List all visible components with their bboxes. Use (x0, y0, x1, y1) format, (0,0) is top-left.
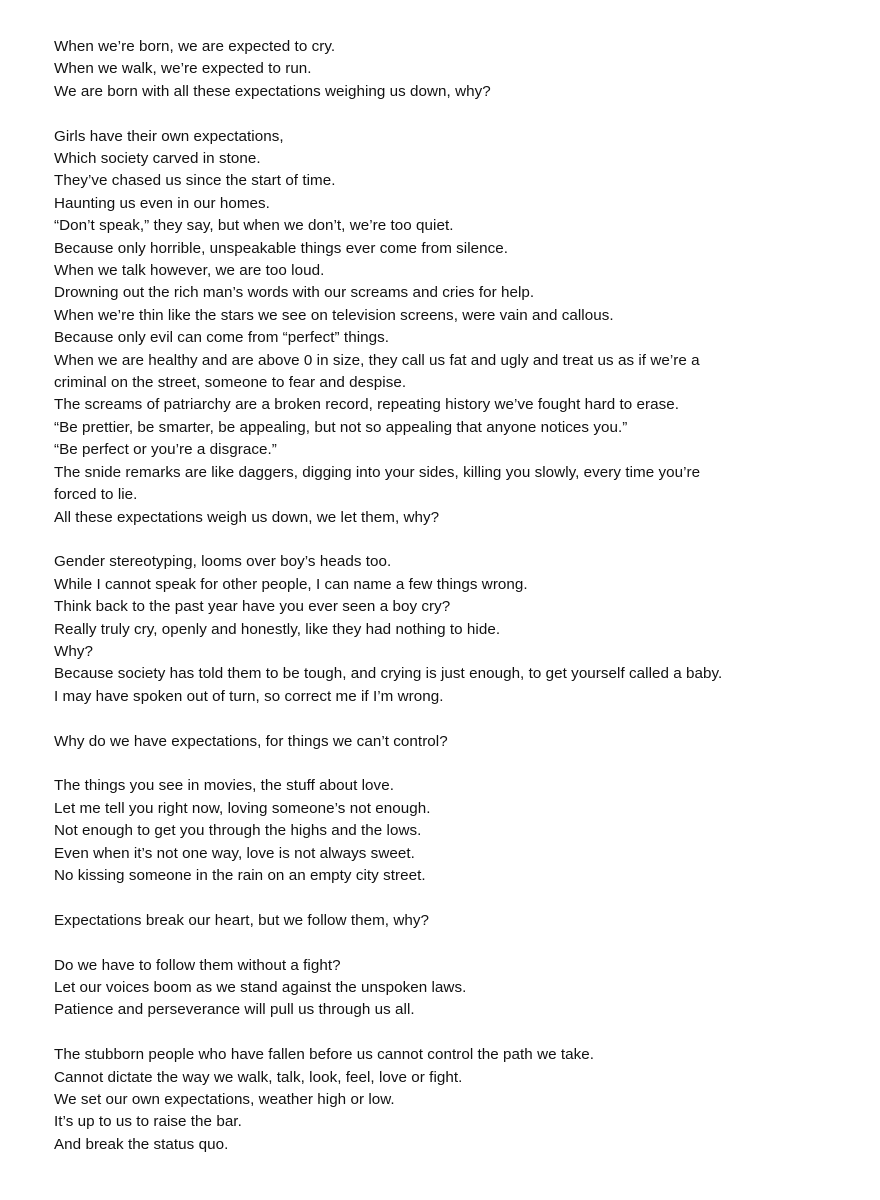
poem-line: When we walk, we’re expected to run. (54, 60, 312, 78)
poem-line: The stubborn people who have fallen before us cannot control the path we take. (54, 1046, 595, 1064)
poem-line: Not enough to get you through the highs and the lows. (54, 822, 422, 840)
poem-line: We set our own expectations, weather high or low. (54, 1090, 395, 1108)
poem-line: When we are healthy and are above 0 in size, they call us fat and ugly and treat us as if we’re a (54, 351, 700, 369)
poem-line: I may have spoken out of turn, so correct me if I’m wrong. (54, 687, 444, 705)
stanza-1 (54, 36, 840, 103)
poem-line: Haunting us even in our homes. (54, 194, 270, 212)
poem-line: “Don’t speak,” they say, but when we don’t, we’re too quiet. (54, 217, 454, 235)
poem-line: When we’re born, we are expected to cry. (54, 38, 336, 55)
poem-line: Which society carved in stone. (54, 150, 261, 168)
poem-line: “Be prettier, be smarter, be appealing, but not so appealing that anyone notices you.” (54, 418, 628, 436)
stanza-4 (54, 731, 840, 753)
poem-line: criminal on the street, someone to fear and despise. (54, 374, 407, 392)
poem-line: The snide remarks are like daggers, digging into your sides, killing you slowly, every time you’re (54, 463, 701, 481)
poem-line: Girls have their own expectations, (54, 127, 284, 145)
stanza-5 (54, 775, 840, 887)
poem-line: Because only horrible, unspeakable things ever come from silence. (54, 239, 509, 257)
stanza-3 (54, 551, 840, 708)
poem-line: No kissing someone in the rain on an empty city street. (54, 866, 426, 884)
poem-line: And break the status quo. (54, 1135, 229, 1153)
poem-line: When we talk however, we are too loud. (54, 262, 325, 280)
poem-line: Even when it’s not one way, love is not always sweet. (54, 844, 415, 862)
poem-line: Really truly cry, openly and honestly, like they had nothing to hide. (54, 620, 501, 638)
poem-line: Let me tell you right now, loving someone’s not enough. (54, 799, 431, 817)
poem-line: Because society has told them to be tough, and crying is just enough, to get yourself called a baby. (54, 665, 723, 683)
poem-line: Expectations break our heart, but we follow them, why? (54, 911, 429, 929)
poem-line: While I cannot speak for other people, I can name a few things wrong. (54, 575, 528, 593)
poem-line: Let our voices boom as we stand against the unspoken laws. (54, 978, 467, 996)
poem-line: forced to lie. (54, 486, 138, 504)
poem-body (54, 36, 840, 1156)
poem-line: The screams of patriarchy are a broken record, repeating history we’ve fought hard to erase. (54, 396, 680, 414)
poem-line: Think back to the past year have you ever seen a boy cry? (54, 598, 451, 616)
poem-line: All these expectations weigh us down, we let them, why? (54, 508, 440, 526)
poem-line: Why do we have expectations, for things we can’t control? (54, 732, 448, 750)
poem-line: Gender stereotyping, looms over boy’s heads too. (54, 553, 392, 571)
poem-line: Drowning out the rich man’s words with our screams and cries for help. (54, 284, 535, 302)
poem-line: Because only evil can come from “perfect” things. (54, 329, 390, 347)
poem-line: They’ve chased us since the start of time. (54, 172, 336, 190)
stanza-2 (54, 126, 840, 529)
poem-line: “Be perfect or you’re a disgrace.” (54, 441, 277, 459)
poem-line: Why? (54, 642, 94, 660)
poem-line: We are born with all these expectations weighing us down, why? (54, 82, 491, 100)
poem-line: When we’re thin like the stars we see on television screens, were vain and callous. (54, 306, 614, 324)
stanza-6 (54, 910, 840, 932)
poem-line: It’s up to us to raise the bar. (54, 1113, 242, 1131)
stanza-8 (54, 1044, 840, 1156)
poem-line: The things you see in movies, the stuff about love. (54, 777, 394, 795)
poem-line: Patience and perseverance will pull us through us all. (54, 1001, 415, 1019)
stanza-7 (54, 955, 840, 1022)
poem-line: Do we have to follow them without a fight? (54, 956, 341, 974)
poem-line: Cannot dictate the way we walk, talk, look, feel, love or fight. (54, 1068, 463, 1086)
